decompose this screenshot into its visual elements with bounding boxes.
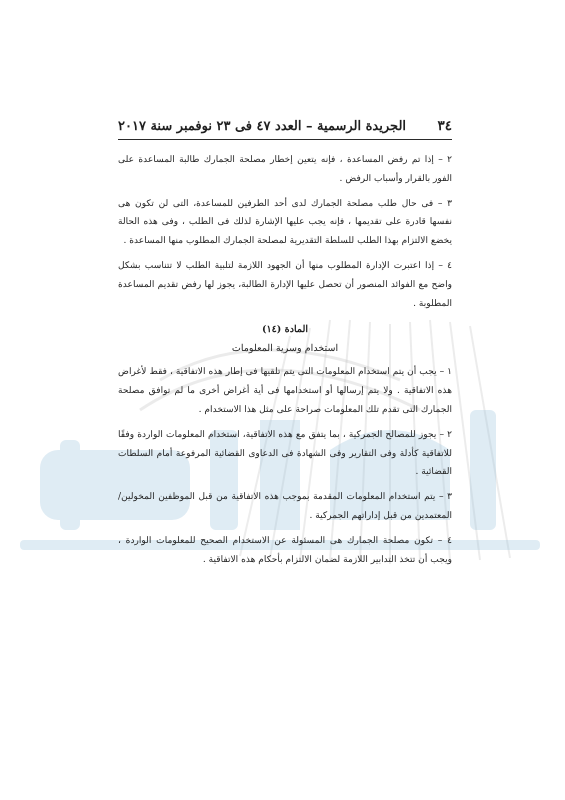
paragraph-3: ٣ – فى حال طلب مصلحة الجمارك لدى أحد الطرفين للمساعدة، التى لن تكون هى نفسها قادرة على تقديمها ، فإنه يجب عليها الإشارة لذلك فى الطلب ، وفى هذه الحالة يخضع الالتزام بهذا الطلب للسلطة التقديرية لمصلحة الجمارك المطلوب منها المساعدة . xyxy=(118,198,452,247)
page-content xyxy=(118,151,452,569)
article-paragraph-2: ٢ – يجوز للمصالح الجمركية ، بما يتفق مع هذه الاتفاقية، استخدام المعلومات الواردة وفقًا للاتفاقية كأدلة وفى التقارير وفى الشهادة فى الدعاوى القضائية المرفوعة أمام السلطات القضائية . xyxy=(118,429,452,478)
paragraph-4: ٤ – إذا اعتبرت الإدارة المطلوب منها أن الجهود اللازمة لتلبية الطلب لا تتناسب بشكل واضح مع الفوائد المنصور أن تحصل عليها الإدارة الطالبة، يجوز لها رفض تقديم المساعدة المطلوبة . xyxy=(118,260,452,309)
page-header xyxy=(118,118,452,140)
document-page xyxy=(118,118,452,575)
page-number: ٣٤ xyxy=(437,118,452,134)
article-subtitle: استخدام وسرية المعلومات xyxy=(231,343,339,355)
article-paragraph-1: ١ – يجب أن يتم استخدام المعلومات التى يتم تلقيها فى إطار هذه الاتفاقية ، فقط لأغراض هذه الاتفاقية . ولا يتم إرسالها أو استخدامها فى أية أغراض أخرى ما لم توافق مصلحة الجمارك التى تقدم تلك المعلومات صراحة على مثل هذا الاستخدام . xyxy=(118,367,452,415)
article-paragraph-3: ٣ – يتم استخدام المعلومات المقدمة بموجب هذه الاتفاقية من قبل الموظفين المخولين/ المعتمدين من قبل إداراتهم الجمركية . xyxy=(118,492,452,521)
article-paragraph-4: ٤ – تكون مصلحة الجمارك هى المسئولة عن الاستخدام الصحيح للمعلومات الواردة ، ويجب أن تتخذ التدابير اللازمة لضمان الالتزام بأحكام هذه الاتفاقية . xyxy=(118,535,452,565)
article-title: المادة (١٤) xyxy=(261,324,309,336)
gazette-title: الجريدة الرسمية – العدد ٤٧ فى ٢٣ نوفمبر سنة ٢٠١٧ xyxy=(118,119,407,134)
paragraph-2: ٢ – إذا تم رفض المساعدة ، فإنه يتعين إخطار مصلحة الجمارك طالبة المساعدة على الفور بالقرار وأسباب الرفض . xyxy=(118,155,452,184)
